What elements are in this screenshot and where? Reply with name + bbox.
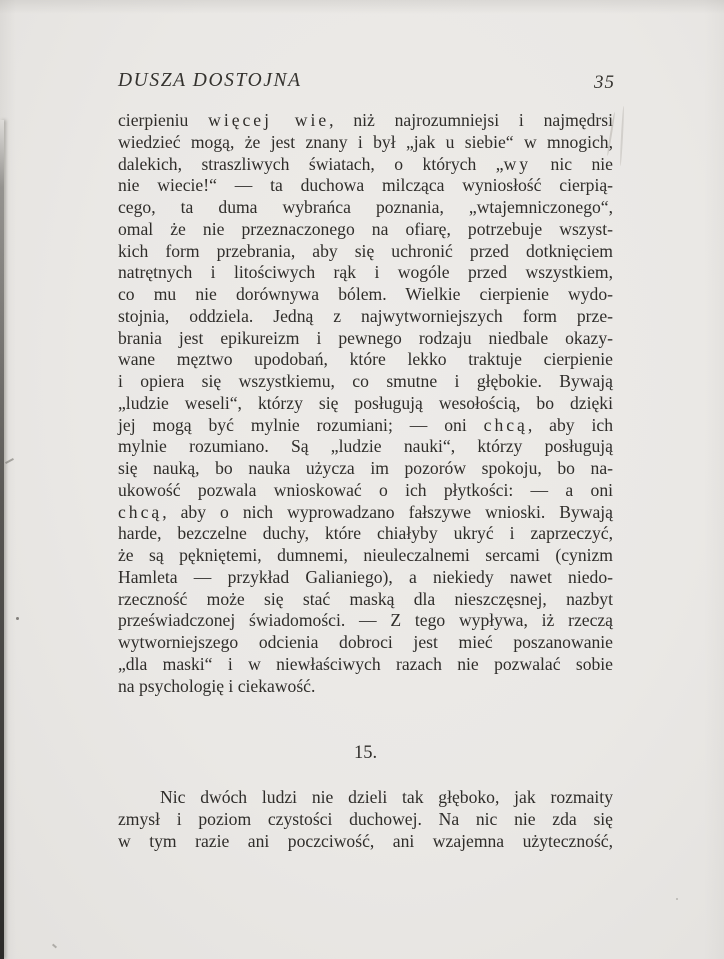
text-line bbox=[118, 809, 613, 831]
text-line bbox=[118, 654, 613, 676]
text-line bbox=[118, 241, 613, 263]
text-segment: przeświadczonej świadomości. — Z tego wypływa, iż rzeczą bbox=[118, 610, 613, 631]
text-segment: , niż najrozumniejsi i najmędrsi bbox=[329, 110, 613, 130]
text-line bbox=[118, 676, 613, 698]
text-segment: omal że nie przeznaczonego na ofiarę, potrzebuje wszyst- bbox=[118, 218, 613, 239]
text-segment: natrętnych i litościwych rąk i wogóle przed wszystkiem, bbox=[118, 262, 613, 283]
text-line bbox=[118, 306, 613, 328]
text-segment: , aby o nich wyprowadzano fałszywe wnioski. Bywają bbox=[162, 501, 613, 522]
text-line bbox=[118, 523, 613, 545]
text-segment: nie wiecie!“ — ta duchowa milcząca wyniosłość cierpią- bbox=[118, 175, 613, 196]
text-segment: mylnie rozumiano. Są „ludzie nauki“, którzy posługują bbox=[118, 436, 613, 457]
text-line bbox=[118, 589, 613, 611]
text-segment: cierpieniu bbox=[118, 110, 209, 130]
text-line bbox=[118, 610, 613, 632]
page-number: 35 bbox=[594, 72, 615, 93]
section-heading: 15. bbox=[353, 743, 378, 764]
text-segment: kich form przebrania, aby się uchronić przed dotknięciem bbox=[118, 240, 613, 261]
emphasized-text: więcej wie bbox=[208, 110, 330, 130]
text-line bbox=[118, 219, 613, 241]
running-header bbox=[118, 70, 615, 98]
text-segment: harde, bezczelne duchy, które chiałyby ukryć i zaprzeczyć, bbox=[118, 523, 613, 544]
text-line bbox=[118, 480, 613, 502]
paper-speck bbox=[676, 898, 678, 900]
text-segment: jej mogą być mylnie rozumiani; — oni bbox=[118, 414, 484, 435]
pencil-mark bbox=[619, 106, 624, 166]
text-line bbox=[118, 328, 613, 350]
text-line bbox=[118, 787, 613, 809]
text-segment: cego, ta duma wybrańca poznania, „wtajemniczonego“, bbox=[118, 197, 613, 217]
paragraph-2 bbox=[118, 787, 613, 852]
page-edge-shadow bbox=[0, 120, 4, 959]
text-segment: co mu nie dorównywa bólem. Wielkie cierpienie wydo- bbox=[118, 284, 613, 304]
text-line bbox=[118, 502, 613, 524]
text-line bbox=[118, 632, 613, 654]
emphasized-text: chcą bbox=[118, 501, 163, 522]
text-segment: że są pękniętemi, dumnemi, nieuleczalnemi sercami (cynizm bbox=[118, 545, 613, 565]
text-segment: „ludzie weseli“, którzy się posługują wesołością, bo dzięki bbox=[118, 392, 613, 413]
text-line bbox=[118, 831, 613, 853]
text-segment: się nauką, bo nauka użycza im pozorów spokoju, bo na- bbox=[118, 458, 613, 478]
text-line bbox=[118, 110, 613, 132]
emphasized-text: wy bbox=[503, 153, 532, 174]
text-line bbox=[118, 284, 613, 306]
text-segment: zmysł i poziom czystości duchowej. Na nic nie zda się bbox=[118, 809, 613, 829]
text-segment: stojnia, oddziela. Jedną z najwytworniejszych form prze- bbox=[118, 305, 613, 326]
text-line bbox=[118, 567, 613, 589]
text-line bbox=[118, 436, 613, 458]
text-line bbox=[118, 349, 613, 371]
page-body bbox=[118, 110, 613, 853]
emphasized-text: chcą bbox=[483, 414, 528, 435]
text-line bbox=[118, 154, 613, 176]
paper-speck bbox=[16, 617, 19, 620]
text-line bbox=[118, 132, 613, 154]
text-segment: brania jest epikureizm i pewnego rodzaju niedbale okazy- bbox=[118, 327, 613, 348]
text-line bbox=[118, 262, 613, 284]
text-segment: na psychologię i ciekawość. bbox=[118, 675, 316, 696]
text-segment: rzeczność może się stać maską dla nieszczęsnej, nazbyt bbox=[118, 588, 613, 609]
text-line bbox=[118, 175, 613, 197]
text-segment: dalekich, straszliwych światach, o których „ bbox=[118, 153, 504, 174]
text-line bbox=[118, 197, 613, 219]
text-line bbox=[118, 545, 613, 567]
text-line bbox=[118, 458, 613, 480]
paper-speck bbox=[5, 458, 14, 464]
text-segment: ukowość pozwala wnioskować o ich płytkości: — a oni bbox=[118, 479, 613, 500]
text-segment: nic nie bbox=[531, 153, 613, 174]
text-segment: Nic dwóch ludzi nie dzieli tak głęboko, jak rozmaity bbox=[160, 787, 613, 808]
text-segment: Hamleta — przykład Galianiego), a niekiedy nawet niedo- bbox=[118, 566, 613, 587]
text-line bbox=[118, 371, 613, 393]
text-segment: , aby ich bbox=[527, 414, 613, 435]
text-segment: wytworniejszego odcienia dobroci jest mieć poszanowanie bbox=[118, 632, 613, 652]
header-title: DUSZA DOSTOJNA bbox=[118, 70, 302, 91]
text-segment: wiedzieć mogą, że jest znany i był „jak u siebie“ w mnogich, bbox=[118, 131, 613, 152]
text-segment: i opiera się wszystkiemu, co smutne i głębokie. Bywają bbox=[118, 371, 613, 391]
text-segment: „dla maski“ i w niewłaściwych razach nie pozwalać sobie bbox=[118, 653, 613, 674]
text-segment: wane męztwo upodobań, które lekko traktuje cierpienie bbox=[118, 349, 613, 370]
text-line bbox=[118, 415, 613, 437]
paragraph-1 bbox=[118, 110, 613, 697]
paper-speck bbox=[52, 944, 57, 949]
text-line bbox=[118, 393, 613, 415]
text-segment: w tym razie ani poczciwość, ani wzajemna użyteczność, bbox=[118, 830, 613, 851]
